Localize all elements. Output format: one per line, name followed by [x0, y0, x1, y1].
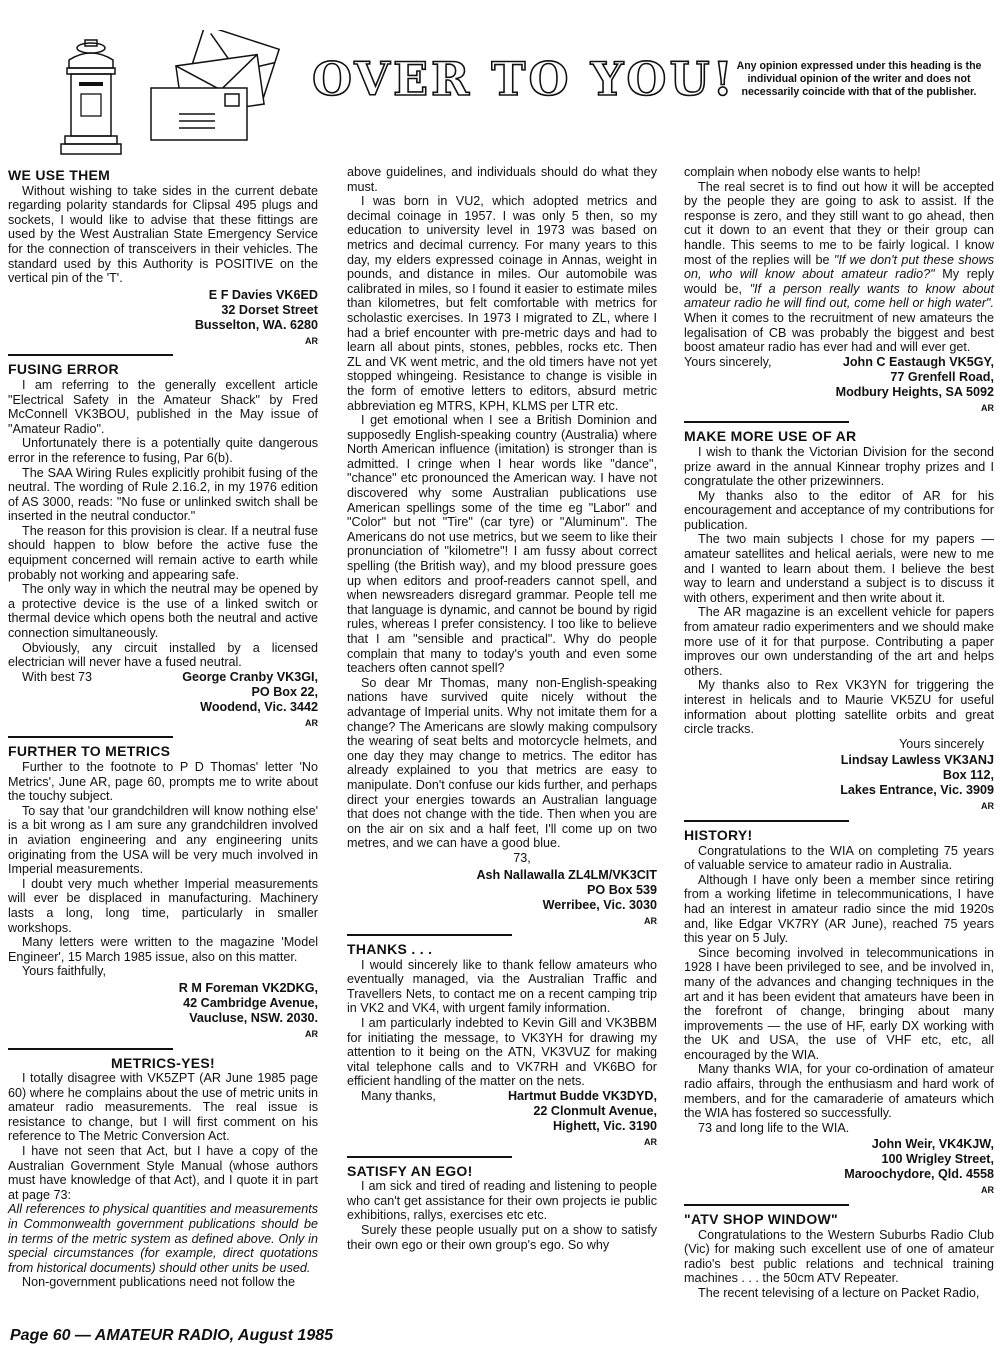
- signature-address: 100 Wrigley Street,: [881, 1152, 994, 1167]
- post-box-icon: [55, 38, 127, 160]
- divider: [8, 354, 173, 356]
- letter-paragraph: The two main subjects I chose for my papers — amateur satellites and helical aerials, were new to me and I wanted to learn about them. I believe the best way to learn and understand a subject is to discuss it with others, experiment and then write about it.: [684, 532, 994, 605]
- letter-paragraph: Congratulations to the Western Suburbs Radio Club (Vic) for making such excellent use of one of amateur radio's best public relations and technical training machines . . . the 50cm ATV Repeater.: [684, 1227, 994, 1286]
- banner-title: OVER TO YOU!: [312, 52, 736, 106]
- letter-paragraph: I get emotional when I see a British Dominion and supposedly English-speaking country (Australia) where North American influence (imitation) is stronger than is admitted. I cringe when I hear words like "dance", "chance" etc pronounced the American way. I have not discovered why some Australian publications use American spellings some of the time eg "Labor" and "Color" but not "Tire" (car tyre) or "Aluminum". The Americans do not use metrics, but we seem to like their pronunciation of "kilometre"! I am fussy about correct spelling (the British way), and my blood pressure goes up when editors and proof-readers cannot spell, and when newsreaders disregard grammar. People tell me that language is dynamic, and cannot be bound by rigid rules, whereas I prefer consistency. I too like to believe that I am "sensible and practical". Why do people complain that many to today's youth and even some teachers often cannot spell?: [347, 413, 657, 676]
- letter-paragraph: Although I have only been a member since retiring from a working lifetime in telecommunications, I have had an interest in amateur radio since the mid 1920s and, like Edgar VK7RY (AR June), reached 75 years this year on 5 July.: [684, 872, 994, 946]
- letter-paragraph: The reason for this provision is clear. If a neutral fuse should happen to blow before the active fuse the equipment concerned will remain active to earth while probably not working and appearing safe.: [8, 523, 318, 582]
- quoted-reply: "If we don't put these shows on, who will know about amateur radio?": [684, 252, 994, 282]
- signature: [684, 1137, 994, 1182]
- ar-mark: AR: [981, 801, 994, 812]
- letter-paragraph: Many thanks WIA, for your co-ordination of amateur radio affairs, through the enthusiasm and hard work of members, and for the camaraderie of amateurs which the WIA has fostered so successfully.: [684, 1062, 994, 1121]
- letter-paragraph: The AR magazine is an excellent vehicle for papers from amateur radio experimenters and we should make more use of it for that purpose. Contributing a paper improves our own understanding of the art and helps others.: [684, 605, 994, 678]
- letter-paragraph: Non-government publications need not follow the: [22, 1275, 296, 1290]
- signature-city: Werribee, Vic. 3030: [542, 897, 657, 912]
- paragraph-text: The real secret is to find out how it will be accepted by the people they are going to ask to assist. If the response is zero, and they still want to go ahead, then cut it down to an event that they or their group can handle. This seems to me to be fairly logical. I know most of the replies will be: [684, 179, 994, 267]
- letter-satisfy-an-ego: [347, 1164, 657, 1253]
- closing: 73,: [513, 850, 531, 865]
- letter-paragraph: 73 and long life to the WIA.: [698, 1120, 850, 1135]
- ar-mark: AR: [644, 915, 657, 926]
- ar-mark: AR: [305, 335, 318, 346]
- letter-paragraph: The SAA Wiring Rules explicitly prohibit fusing of the neutral. The wording of Rule 2.16.2, in my 1976 edition of AS 3000, reads: "No fuse or unlinked switch shall be inserted in the neutral conductor.": [8, 465, 318, 524]
- ar-mark: AR: [305, 717, 318, 728]
- signature-city: Vaucluse, NSW. 2030.: [189, 1010, 318, 1025]
- signature: [347, 868, 657, 913]
- page-header: [0, 0, 1000, 165]
- signature-name: Lindsay Lawless VK3ANJ: [840, 753, 994, 768]
- letter-paragraph: I am referring to the generally excellent article "Electrical Safety in the Amateur Shack" by Fred McConnell VK3BOU, published in the May issue of "Amateur Radio".: [8, 377, 318, 436]
- letter-paragraph: complain when nobody else wants to help!: [684, 165, 921, 179]
- closing-row: [8, 670, 318, 685]
- signature-city: Modbury Heights, SA 5092: [835, 384, 994, 399]
- signature: [8, 685, 318, 715]
- letter-paragraph: Unfortunately there is a potentially quite dangerous error in the reference to fusing, Par 6(b).: [8, 436, 318, 465]
- divider: [8, 736, 173, 738]
- letter-atv-shop-window: [684, 1212, 994, 1301]
- letter-paragraph: Many letters were written to the magazine 'Model Engineer', 15 March 1985 issue, also on this matter.: [8, 935, 318, 964]
- letter-paragraph: Surely these people usually put on a show to satisfy their own ego or their own group's ego. So why: [347, 1223, 657, 1252]
- signature-city: Busselton, WA. 6280: [194, 317, 318, 332]
- letter-paragraph: I doubt very much whether Imperial measurements will ever be displaced in manufacturing. Machinery lasts a long, long time, particularly in smaller workshops.: [8, 876, 318, 935]
- signature: [347, 1104, 657, 1134]
- divider: [347, 934, 512, 936]
- letter-title: METRICS-YES!: [111, 1054, 215, 1071]
- signature-address: Box 112,: [942, 768, 994, 783]
- signature-city: Highett, Vic. 3190: [552, 1119, 657, 1134]
- letter-we-use-them: [8, 168, 318, 348]
- closing: Yours sincerely: [899, 736, 984, 751]
- letter-paragraph: To say that 'our grandchildren will know nothing else' is a bit wrong as I am sure any grandchildren involved in aviation engineering and any engineering units originating from the USA will be very much involved in Imperial measurements.: [8, 803, 318, 877]
- letter-paragraph: Congratulations to the WIA on completing 75 years of valuable service to amateur radio in Australia.: [684, 843, 994, 873]
- letter-paragraph: Without wishing to take sides in the current debate regarding polarity standards for Clipsal 495 plugs and sockets, I would like to advise that these fittings are used by the West Australian State Emergency Service for the connection of transceivers in their vehicles. The standard used by this Authority is POSITIVE on the vertical pin of the 'T'.: [8, 183, 318, 286]
- ar-mark: AR: [644, 1137, 657, 1148]
- ar-mark: AR: [305, 1028, 318, 1039]
- closing: Yours faithfully,: [22, 964, 107, 979]
- closing-row: [347, 1089, 657, 1104]
- letter-fusing-error: [8, 362, 318, 730]
- signature-name: George Cranby VK3GI,: [182, 669, 318, 684]
- letter-paragraph: I was born in VU2, which adopted metrics and decimal coinage in 1957. I was only 5 then, so my education to university level in 1973 was based on metrics and decimal currency. For many years to this day, my elders expressed coinage in Annas, weight in pounds, and distance in miles. Our automobile was calibrated in miles, so I found it easier to estimate miles than kilometres, but felt comfortable with metrics for scholastic exercises. In 1973 I migrated to ZL, where I had a brief encounter with pre-metric days and had to learn all about pints, stones, pebbles, rocks etc. Then ZL and VK went metric, and the old timers have not yet stopped whingeing. Resistance to change is visible in the form of emotive letters to editors, absurd metric abbreviation eg MTRS, KPH, KLMS per LTR etc.: [347, 194, 657, 413]
- quoted-passage: All references to physical quantities and measurements in Commonwealth government publications should be in terms of the metric system as defined above. Only in special circumstances (for example, direct quotations from historical documents) should other units be used.: [8, 1202, 318, 1275]
- letter-paragraph: I am particularly indebted to Kevin Gill and VK3BBM for initiating the message, to VK3YH for drawing my attention to it being on the ATN, VK3VUZ for making vital telephone calls and to VK7RH and VK6BO for efficient handling of the matter on the nets.: [347, 1016, 657, 1089]
- letter-paragraph: I have not seen that Act, but I have a copy of the Australian Government Style Manual (whose authors must have knowledge of that Act), and I quote it in part at page 73:: [8, 1144, 318, 1202]
- signature-address: 42 Cambridge Avenue,: [183, 995, 318, 1010]
- column-1: [8, 168, 318, 1290]
- letter-title: "ATV SHOP WINDOW": [684, 1211, 838, 1228]
- paragraph-text: When it comes to the recruitment of new amateurs the legalisation of CB was probably the biggest and best boost amateur radio has ever had and will ever get.: [684, 310, 994, 355]
- letter-paragraph: I wish to thank the Victorian Division for the second prize award in the annual Kinnear trophy prizes and I congratulate the other prizewinners.: [684, 444, 994, 489]
- column-2: [347, 165, 657, 1252]
- letter-title: MAKE MORE USE OF AR: [684, 428, 857, 445]
- letter-title: WE USE THEM: [8, 167, 111, 183]
- quoted-reply: "If a person really wants to know about amateur radio he will find out, come hell or high water".: [684, 281, 994, 311]
- letter-further-to-metrics: [8, 744, 318, 1041]
- letter-history: [684, 828, 994, 1198]
- ar-mark: AR: [981, 1185, 994, 1196]
- letter-thanks: [347, 942, 657, 1150]
- signature-city: Maroochydore, Qld. 4558: [844, 1167, 994, 1182]
- signature-name: John C Eastaugh VK5GY,: [842, 354, 994, 369]
- letter-title: THANKS . . .: [347, 941, 433, 958]
- closing-row: [684, 355, 994, 370]
- letter-paragraph: I totally disagree with VK5ZPT (AR June 1985 page 60) where he complains about the use of metric units in amateur radio measurements. The real issue is resistance to change, but I will first comment on his reference to The Metric Conversion Act.: [8, 1071, 318, 1144]
- signature-name: E F Davies VK6ED: [208, 287, 318, 302]
- signature: [8, 981, 318, 1026]
- letter-title: FURTHER TO METRICS: [8, 743, 171, 760]
- closing: Yours sincerely,: [684, 354, 772, 369]
- letter-paragraph: The only way in which the neutral may be opened by a protective device is the use of a linked switch or thermal device which opens both the neutral and active connection simultaneously.: [8, 582, 318, 641]
- closing: Many thanks,: [361, 1089, 436, 1104]
- letter-title: HISTORY!: [684, 826, 753, 843]
- signature-city: Woodend, Vic. 3442: [200, 699, 318, 714]
- letter-title: FUSING ERROR: [8, 361, 119, 378]
- signature-city: Lakes Entrance, Vic. 3909: [840, 783, 994, 798]
- letter-make-more-use: [684, 429, 994, 814]
- letter-paragraph: I would sincerely like to thank fellow amateurs who eventually managed, via the Australian Traffic and Travellers Nets, to contact me on a recent camping trip in VK2 and VK4, with urgent family information.: [347, 957, 657, 1016]
- signature-address: 32 Dorset Street: [221, 302, 318, 317]
- signature-address: 77 Grenfell Road,: [890, 369, 994, 384]
- letter-metrics-yes: [8, 1056, 318, 1291]
- letter-paragraph: I am sick and tired of reading and listening to people who can't get assistance for their own projects ie public exhibitions, rallys, exercises etc etc.: [347, 1179, 657, 1223]
- letter-title: SATISFY AN EGO!: [347, 1162, 473, 1179]
- signature-name: Ash Nallawalla ZL4LM/VK3CIT: [476, 867, 657, 882]
- letter-paragraph: above guidelines, and individuals should do what they must.: [347, 165, 657, 194]
- signature-address: 22 Clonmult Avenue,: [533, 1104, 657, 1119]
- letter-paragraph: The recent televising of a lecture on Packet Radio,: [698, 1286, 980, 1300]
- letter-paragraph: Obviously, any circuit installed by a licensed electrician will never have a fused neutral.: [8, 640, 318, 670]
- letter-paragraph: [684, 180, 994, 355]
- closing: With best 73: [22, 669, 92, 684]
- letter-paragraph: So dear Mr Thomas, many non-English-speaking nations have survived quite nicely without the advantage of Imperial units. Why not imitate them for a change? The Americans are slowly making compulsory the wearing of seat belts and motorcycle helmets, and one day they may change to metrics. The editor has already explained to you that metrics are easy to manipulate. Don't confuse our kids further, and perhaps direct your energies towards an Australian language that does not change with the tide. Then when you are on the air on six and a half feet, I'll come up on two metres, and we can have a good blue.: [347, 675, 657, 851]
- divider: [347, 1156, 512, 1158]
- signature-address: PO Box 539: [587, 882, 657, 897]
- letter-paragraph: My thanks also to the editor of AR for his encouragement and acceptance of my contributions for publication.: [684, 488, 994, 532]
- column-3: [684, 165, 994, 1301]
- signature-address: PO Box 22,: [251, 684, 318, 699]
- letters-envelopes-icon: [145, 30, 295, 145]
- signature-name: R M Foreman VK2DKG,: [178, 980, 318, 995]
- page-footer: Page 60 — AMATEUR RADIO, August 1985: [10, 1327, 334, 1344]
- signature: [684, 370, 994, 400]
- paragraph-text: My reply would be,: [684, 267, 994, 296]
- signature: [8, 288, 318, 333]
- divider: [684, 421, 849, 423]
- signature: [684, 753, 994, 798]
- letter-paragraph: Since becoming involved in telecommunications in 1928 I have been privileged to see, and be involved in, many of the advances and changing techniques in the art and it has been evident that amateurs have been in the forefront of change, bringing about many improvements — the use of HF, early DX working with the UK and USA, the use of VHF etc, etc, all encouraged by the WIA.: [684, 945, 994, 1062]
- letter-paragraph: Further to the footnote to P D Thomas' letter 'No Metrics', June AR, page 60, prompts me to write about the touchy subject.: [8, 760, 318, 804]
- letter-paragraph: My thanks also to Rex VK3YN for triggering the interest in helicals and to Maurie VK5ZU for useful information about plotting satellite orbits and great circle tracks.: [684, 678, 994, 737]
- signature-name: John Weir, VK4KJW,: [871, 1137, 994, 1152]
- divider: [8, 1048, 173, 1050]
- ar-mark: AR: [981, 402, 994, 413]
- divider: [684, 1204, 849, 1206]
- divider: [684, 820, 849, 822]
- signature-name: Hartmut Budde VK3DYD,: [507, 1089, 657, 1104]
- disclaimer: Any opinion expressed under this heading is the individual opinion of the writer and does not necessarily coincide with that of the publisher.: [736, 60, 982, 98]
